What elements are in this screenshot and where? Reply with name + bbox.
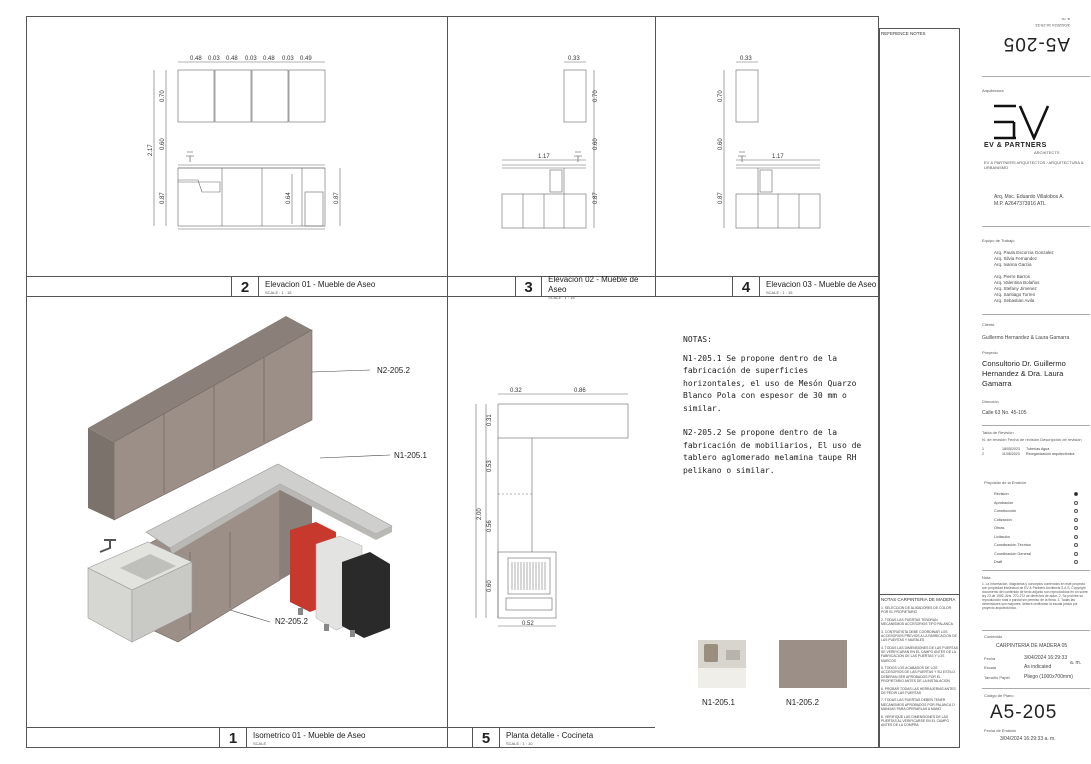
view-title-1 xyxy=(26,727,447,748)
issue-date: 3/04/2024 16:29:33 a. m. xyxy=(1000,736,1056,742)
dim-top-0: 0.48 xyxy=(190,56,202,62)
reference-notes-divider xyxy=(879,594,960,595)
note-text: 1. La información, diagramas y conceptos contenidos en este proyecto son propiedad intelectual de EV & Partners Architects S.A.S. Copyright documento del contenido de texto adjunto son reproducidos en un sobre ley 23 de 1982, Arts. 270-272 de derechos de autor. 2. Se prohíbe su reproducción total o parcial sin permiso de la firma. 3. Todas las dimensiones son mayores; deberá verificarse la escala juntos por proyecto arquitectónico. xyxy=(982,582,1088,610)
notes-heading: NOTAS: xyxy=(683,335,712,344)
carpentry-note-item: 6. PROBAR TODAS LAS HERRAJERIAS ANTES DE PEDIR LAS PUERTAS xyxy=(881,686,956,695)
dim-left-2: 0.87 xyxy=(593,192,599,204)
view-scale: SCALE : 1 : 15 xyxy=(766,289,793,295)
team-member: Arq. Sebastian Avila xyxy=(994,298,1035,303)
purpose-item xyxy=(994,533,1080,542)
tb-rule xyxy=(982,314,1090,315)
purpose-item xyxy=(994,558,1080,567)
tag-n1-countertop: N1-205.1 xyxy=(394,451,427,460)
purpose-item xyxy=(994,507,1080,516)
carpentry-notes-title: NOTAS CARPINTERIA DE MADERA xyxy=(881,597,956,602)
team-label: Equipo de Trabajo xyxy=(982,238,1015,243)
revision-table xyxy=(982,447,1088,457)
team-member: Arq. Silvia Fernandez xyxy=(994,256,1038,261)
dim-counter: 1.17 xyxy=(772,154,784,160)
plan-code: A5-205 xyxy=(990,702,1058,723)
revision-label: Tabla de Revisión xyxy=(982,430,1014,435)
tb-rule xyxy=(982,226,1090,227)
view-name: Isometrico 01 - Mueble de Aseo xyxy=(253,730,366,740)
signer-name: Arq. Msc. Eduardo Villalobos A. xyxy=(994,194,1064,200)
purpose-item xyxy=(994,524,1080,533)
swatch-label-2: N1-205.2 xyxy=(786,698,819,707)
purpose-item xyxy=(994,516,1080,525)
dim-top: 0.33 xyxy=(740,56,752,62)
dim-bottom: 0.52 xyxy=(522,621,534,627)
team-member: Arq. Santiago Torres xyxy=(994,292,1035,297)
carpentry-note-item: 3. CONTRATISTA DEBE COORDINAR LOS ACCESORIOS PREVIOS A LA FABRICACION DE LAS PUERTAS Y MUEBLES xyxy=(881,629,957,643)
revision-date: 11/06/2023 xyxy=(1002,452,1020,456)
purpose-radio[interactable] xyxy=(1074,543,1078,547)
team-member: Arq. Ivanna Garcia xyxy=(994,262,1032,267)
content-label: Contenido xyxy=(984,634,1003,639)
dim-left-0: 0.70 xyxy=(718,90,724,102)
carpentry-note-item: 8. VERIFIQUE LAS DIMENSIONES DE LAS PUERTAS AL VERIFICARSE EN EL CAMPO ANTES DE LA COMPRA xyxy=(881,714,950,727)
tag-n2-upper: N2-205.2 xyxy=(377,366,410,375)
dim-inner: 0.64 xyxy=(286,192,292,204)
dim-top: 0.33 xyxy=(568,56,580,62)
title-block xyxy=(960,0,1091,764)
view-number: 4 xyxy=(733,277,760,297)
purpose-radio[interactable] xyxy=(1074,509,1078,513)
elevation-01-drawing xyxy=(140,52,350,234)
elevation-02-dims xyxy=(538,56,599,204)
purpose-label: Revisión xyxy=(994,492,1009,496)
dim-top-6: 0.49 xyxy=(300,56,312,62)
view-scale: SCALE xyxy=(253,740,267,746)
tag-n2-lower: N2-205.2 xyxy=(275,617,308,626)
dim-total: 2.17 xyxy=(148,144,154,156)
dim-top-1: 0.86 xyxy=(574,388,586,394)
purpose-list xyxy=(994,490,1054,567)
team-member: Arq. Paula Escorcia Gonzalez xyxy=(994,250,1054,255)
plan-detail-dims xyxy=(477,388,586,627)
purpose-label: Aprobación xyxy=(994,500,1014,505)
carpentry-notes-list xyxy=(881,606,958,731)
project-name: Consultorio Dr. Guillermo Hernandez & Dra. Laura Gamarra xyxy=(982,359,1066,388)
note-n2: N2-205.2 Se propone dentro de la fabricación de mobiliarios, El uso de tablero aglomerado melamina taupe RH pelikano o similar. xyxy=(683,428,862,475)
issue-label: Fecha de Emisión xyxy=(984,728,1017,733)
dim-top-4: 0.48 xyxy=(263,56,275,62)
view-scale: SCALE : 1 : 15 xyxy=(265,289,292,295)
swatch-taupe xyxy=(779,640,847,688)
dim-left-0: 0.70 xyxy=(160,90,166,102)
view-number: 3 xyxy=(516,277,542,297)
dim-top-1: 0.03 xyxy=(208,56,220,62)
date-ampm: a. m. xyxy=(1070,660,1082,666)
dim-left-2: 0.87 xyxy=(160,192,166,204)
revision-number: 2 xyxy=(982,452,984,456)
purpose-radio[interactable] xyxy=(1074,526,1078,530)
project-label: Proyecto xyxy=(982,350,998,355)
carpentry-note-item: 4. TODAS LAS DIMENSIONES DE LAS PUERTAS SE VERIFICARAN EN EL CAMPO ANTES DE LA FABRICACION DE LAS PUERTAS Y LOS MARCOS xyxy=(881,645,959,663)
dim-top-3: 0.03 xyxy=(245,56,257,62)
purpose-radio-checked[interactable] xyxy=(1074,492,1078,496)
dim-right: 0.87 xyxy=(334,192,340,204)
dim-left-1: 0.53 xyxy=(487,460,493,472)
rotated-date: 3/04/2024 16:29:33 xyxy=(1035,23,1070,28)
note-label: Nota xyxy=(982,575,991,580)
content-value: CARPINTERIA DE MADERA 05 xyxy=(996,643,1068,649)
elevation-02-drawing xyxy=(490,52,610,234)
dim-top-0: 0.32 xyxy=(510,388,522,394)
view-title-3 xyxy=(448,274,655,300)
view-title-4 xyxy=(656,276,879,297)
elevation-03-dims xyxy=(718,56,784,204)
purpose-item xyxy=(994,550,1080,559)
swatch-quartz xyxy=(698,640,746,688)
purpose-label: Coordinación General xyxy=(994,551,1031,556)
tb-rule xyxy=(982,570,1090,571)
plan-detail-drawing xyxy=(470,382,640,632)
purpose-label: Licitación xyxy=(994,534,1010,539)
revision-row xyxy=(982,452,1088,457)
view-title-5 xyxy=(448,727,655,748)
team-member: Arq. Stefany Jimenez xyxy=(994,286,1037,291)
dim-left-1: 0.60 xyxy=(718,138,724,150)
carpentry-note-item: 2. TODAS LAS PUERTAS TENDRAN MECANISMOS ACCESORIOS TIPO PALANCA xyxy=(881,617,953,627)
elevation-03-drawing xyxy=(710,52,830,234)
view-title-2 xyxy=(26,276,447,297)
rotated-header xyxy=(980,14,1080,76)
purpose-radio[interactable] xyxy=(1074,518,1078,522)
note-n1: N1-205.1 Se propone dentro de la fabricación de superficies horizontales, el uso de Mesón Quarzo Blanco Pola con espesor de 30 mm o similar. xyxy=(683,353,857,413)
revision-desc: Tuberías Agua xyxy=(1026,447,1050,451)
dim-left-0: 0.70 xyxy=(593,90,599,102)
paper-value: Pliego (1000x700mm) xyxy=(1024,674,1073,680)
paper-label: Tamaño Papel xyxy=(984,675,1010,680)
architecture-label: Arquitectura xyxy=(982,88,1004,93)
view-name: Elevacion 02 - Mueble de Aseo xyxy=(548,274,639,294)
logo-name: EV & PARTNERS xyxy=(984,142,1047,149)
purpose-label: Coordinación Técnica xyxy=(994,543,1031,547)
scale-value: As indicated xyxy=(1024,664,1052,670)
reference-notes-title: REFERENCE NOTES xyxy=(881,31,926,36)
dim-left-3: 0.60 xyxy=(487,580,493,592)
purpose-radio[interactable] xyxy=(1074,552,1078,556)
view-name: Elevacion 01 - Mueble de Aseo xyxy=(265,279,376,289)
carpentry-note-item: 7. TODAS LAS PUERTAS DEBEN TENER MECANISMOS APROBADOS POR PALANCA O MANIJAS PARA OPERARLAS A MANO xyxy=(881,698,955,711)
divider-vertical-mid xyxy=(655,16,656,297)
tb-rule xyxy=(982,630,1090,631)
purpose-radio[interactable] xyxy=(1074,535,1078,539)
swatch-label-1: N1-205.1 xyxy=(702,698,735,707)
dim-left-0: 0.31 xyxy=(487,414,493,426)
purpose-item xyxy=(994,490,1080,499)
isometric-drawing xyxy=(80,312,410,657)
rotated-code: A5-205 xyxy=(1002,33,1070,54)
client-name: Guillermo Hernandez & Laura Gamarra xyxy=(982,335,1070,341)
purpose-item xyxy=(994,499,1080,508)
tb-rule xyxy=(982,425,1090,426)
purpose-label: Obras xyxy=(994,526,1005,530)
team-member: Arq. Valentina Bolaños xyxy=(994,280,1040,285)
address: Calle 63 No. 45-105 xyxy=(982,410,1027,416)
divider-vertical-left xyxy=(447,16,448,748)
purpose-radio[interactable] xyxy=(1074,501,1078,505)
view-number: 5 xyxy=(473,728,500,748)
purpose-label: Propósito de la Emisión xyxy=(984,480,1027,485)
date-value: 3/04/2024 16:29:33 xyxy=(1024,655,1068,661)
date-label: Fecha xyxy=(984,656,996,661)
view-name: Elevacion 03 - Mueble de Aseo xyxy=(766,279,877,289)
view-number: 2 xyxy=(232,277,259,297)
tb-rule xyxy=(982,688,1090,689)
carpentry-note-item: 1. SELECCION DE ALISADORES DE COLOR POR EL PROPIETARIO xyxy=(881,606,952,615)
address-label: Dirección xyxy=(982,399,999,404)
dim-left-2: 0.87 xyxy=(718,192,724,204)
carpentry-note-item: 5. TODOS LOS ACABADOS DE LOS ACCESORIOS DE LAS PUERTAS Y SU ESTILO DEBERAN SER APROBADOS POR EL PROPIETARIO ANTES DE LA INSTALACION xyxy=(881,666,955,683)
team-member: Arq. Pierre Barros xyxy=(994,274,1031,279)
ev-logo-icon xyxy=(992,104,1052,140)
rotated-am: a. m. xyxy=(1061,17,1070,22)
view-number: 1 xyxy=(220,728,247,748)
signer-registration: M.P. A2647373916 ATL xyxy=(994,201,1046,207)
purpose-label: Cotización xyxy=(994,517,1012,522)
scale-label: Escala xyxy=(984,665,997,670)
tb-rule xyxy=(982,76,1090,77)
revision-header: N. de revisión Fecha de revisión Descripción de revisión xyxy=(982,437,1082,442)
logo-sub: ARCHITECTS xyxy=(1034,150,1060,155)
view-scale: SCALE : 1 : 15 xyxy=(548,294,575,300)
dim-top-2: 0.48 xyxy=(226,56,238,62)
plan-code-label: Código de Plano xyxy=(984,693,1014,698)
purpose-item xyxy=(994,541,1080,550)
team-list xyxy=(994,250,1086,304)
purpose-label: Draft xyxy=(994,560,1003,564)
dim-left-1: 0.60 xyxy=(160,138,166,150)
purpose-label: Construcción xyxy=(994,509,1017,513)
purpose-radio[interactable] xyxy=(1074,560,1078,564)
revision-date: 18/05/2023 xyxy=(1002,447,1020,451)
logo-tagline: EV & PARTNERS ARQUITECTOS / ARQUITECTURA & URBANISMO xyxy=(984,160,1084,170)
dim-left-1: 0.60 xyxy=(593,138,599,150)
dim-left-2: 0.56 xyxy=(487,520,493,532)
dim-counter: 1.17 xyxy=(538,154,550,160)
view-scale: SCALE : 1 : 10 xyxy=(506,740,533,746)
view-name: Planta detalle - Cocineta xyxy=(506,730,594,740)
revision-desc: Reorganización arquitectónica xyxy=(1026,452,1075,456)
dim-top-5: 0.03 xyxy=(282,56,294,62)
client-label: Cliente xyxy=(982,322,995,327)
revision-number: 1 xyxy=(982,447,984,451)
dim-total: 2.00 xyxy=(477,508,483,520)
notes-block xyxy=(683,334,863,477)
